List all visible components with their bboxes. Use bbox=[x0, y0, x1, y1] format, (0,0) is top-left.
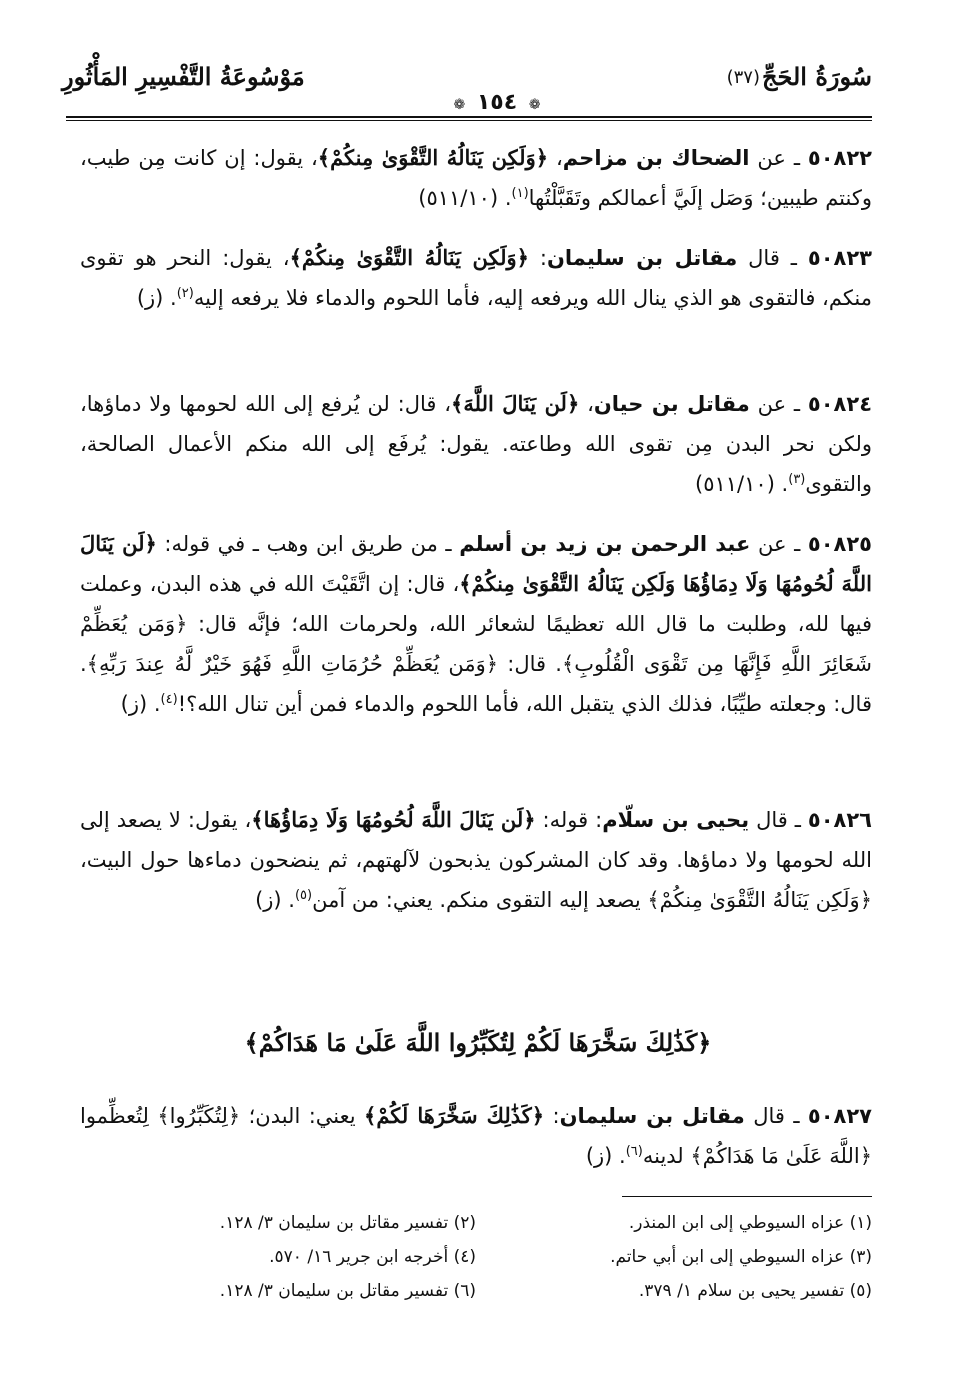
entry-mid: ، bbox=[579, 392, 594, 416]
quran-quote: ﴿وَلَكِن يَنَالُهُ التَّقْوَىٰ مِنكُمْ﴾ bbox=[289, 245, 529, 270]
entry-mid: : قوله: bbox=[535, 808, 603, 832]
footnote-rule bbox=[622, 1196, 872, 1197]
page-header bbox=[62, 62, 872, 115]
surah-number: (٣٧) bbox=[726, 67, 760, 88]
quran-quote: ﴿وَلَكِن يَنَالُهُ التَّقْوَىٰ مِنكُمْ﴾ bbox=[317, 145, 549, 170]
footnote-5: (٥) تفسير يحيى بن سلام ١/ ٣٧٩. bbox=[638, 1281, 872, 1301]
footnote-6: (٦) تفسير مقاتل بن سليمان ٣/ ١٢٨. bbox=[219, 1281, 476, 1301]
quran-quote: ﴿لَن يَنَالَ اللَّهَ﴾ bbox=[451, 391, 580, 416]
narrator-name: مقاتل بن سليمان bbox=[546, 246, 738, 270]
quran-quote: ﴿لَن يَنَالَ اللَّهَ لُحُومُهَا وَلَا دِمَاؤُهَا وَلَكِن يَنَالُهُ التَّقْوَىٰ مِنكُمْ﴾ bbox=[80, 531, 872, 596]
entry-number: ٥٠٨٢٢ bbox=[807, 146, 872, 170]
footnote-ref: (٤) bbox=[160, 692, 178, 707]
entry-intro: ـ قال bbox=[749, 808, 808, 832]
footnote-3: (٣) عزاه السيوطي إلى ابن أبي حاتم. bbox=[610, 1247, 872, 1267]
entry-mid: ـ من طريق ابن وهب ـ في قوله: bbox=[156, 532, 460, 556]
entry-intro: ـ عن bbox=[749, 146, 808, 170]
entry-text: ، قال: لن يُرفع إلى الله لحومها ولا دماؤها، ولكن نحر البدن مِن تقوى الله وطاعته. يقول: يُرفَع إلى الله منكم الأعمال الصالحة، والتقوى bbox=[80, 392, 872, 496]
entry-tail: . (٥١١/١٠) bbox=[418, 186, 512, 210]
book-title: مَوْسُوعَةُ التَّفْسِيرِ المَأْثُورِ bbox=[62, 62, 305, 91]
footnote-ref: (٥) bbox=[294, 888, 313, 903]
footnote-2: (٢) تفسير مقاتل بن سليمان ٣/ ١٢٨. bbox=[219, 1213, 476, 1233]
entry-mid: ، bbox=[548, 146, 563, 170]
ayah-heading: ﴿كَذَٰلِكَ سَخَّرَهَا لَكُمْ لِتُكَبِّرُوا اللَّهَ عَلَىٰ مَا هَدَاكُمْ﴾ bbox=[244, 1028, 712, 1057]
entry-text: ، يقول: لا يصعد إلى الله لحومها ولا دماؤها. وقد كان المشركون يذبحون لآلهتهم، ثم ينضحون دماءها حول البيت، ﴿وَلَكِن يَنَالُهُ التَّقْوَىٰ مِنكُمْ﴾ يصعد إليه التقوى منكم. يعني: من آمن bbox=[80, 808, 872, 912]
narrator-name: مقاتل بن سليمان bbox=[559, 1104, 745, 1128]
footnotes-even bbox=[146, 1206, 476, 1308]
entry-number: ٥٠٨٢٣ bbox=[807, 246, 872, 270]
entry-50822 bbox=[80, 138, 872, 218]
entry-number: ٥٠٨٢٦ bbox=[807, 808, 872, 832]
entry-intro: ـ عن bbox=[749, 392, 808, 416]
entry-text: ، يقول: إن كانت مِن طيب، وكنتم طيبين؛ وَصَل إلَيَّ أعمالكم وتَقَبَّلْتُها bbox=[80, 146, 872, 210]
entry-number: ٥٠٨٢٥ bbox=[807, 532, 872, 556]
entry-50823 bbox=[80, 238, 872, 318]
quran-quote: ﴿لَن يَنَالَ اللَّهَ لُحُومُهَا وَلَا دِمَاؤُهَا﴾ bbox=[251, 807, 536, 832]
entry-tail: . (ز) bbox=[120, 692, 161, 716]
entry-intro: ـ عن bbox=[750, 532, 808, 556]
entry-tail: . (ز) bbox=[255, 888, 295, 912]
narrator-name: يحيى بن سلّام bbox=[602, 808, 750, 832]
header-rule bbox=[66, 116, 872, 118]
footnote-4: (٤) أخرجه ابن جرير ١٦/ ٥٧٠. bbox=[269, 1247, 476, 1267]
narrator-name: مقاتل بن حيان bbox=[593, 392, 750, 416]
footnote-ref: (٣) bbox=[788, 472, 806, 487]
page-number-block bbox=[422, 90, 572, 115]
footnote-1: (١) عزاه السيوطي إلى ابن المنذر. bbox=[628, 1213, 872, 1233]
surah-title: سُورَةُ الحَجِّ bbox=[762, 62, 872, 91]
footnote-ref: (١) bbox=[511, 186, 529, 201]
entry-text: يعني: البدن؛ ﴿لِتُكَبِّرُوا﴾ لِتُعظِّموا ﴿اللَّهَ عَلَىٰ مَا هَدَاكُمْ﴾ لدينه bbox=[80, 1104, 872, 1168]
entry-mid: : bbox=[544, 1104, 560, 1128]
page-number: ١٥٤ bbox=[476, 90, 518, 115]
entry-text: ، قال: إن اتَّقَيْتَ الله في هذه البدن، وعملت فيها لله، وطلبت ما قال الله تعظيمًا لشعائر الله، ولحرمات الله؛ فإنَّه قال: ﴿وَمَن يُعَظِّمْ شَعَائِرَ اللَّهِ فَإِنَّهَا مِن تَقْوَى الْقُلُوبِ﴾. قال: ﴿وَمَن يُعَظِّمْ حُرُمَاتِ اللَّهِ فَهُوَ خَيْرٌ لَّهُ عِندَ رَبِّهِ﴾. قال: وجعلته طيِّبًا، فذلك الذي يتقبل الله، فأما اللحوم والدماء فمن أين تنال الله؟! bbox=[80, 572, 872, 716]
entry-50826 bbox=[80, 800, 872, 920]
entry-intro: ـ قال bbox=[737, 246, 808, 270]
footnote-ref: (٢) bbox=[176, 286, 194, 301]
entry-text: ، يقول: النحر هو تقوى منكم، فالتقوى هو الذي ينال الله ويرفعه إليه، فأما اللحوم والدماء فلا يرفعه إليه bbox=[80, 246, 872, 310]
narrator-name: عبد الرحمن بن زيد بن أسلم bbox=[459, 532, 751, 556]
entry-tail: . (ز) bbox=[136, 286, 177, 310]
entry-mid: : bbox=[528, 246, 547, 270]
entry-intro: ـ قال bbox=[744, 1104, 808, 1128]
footnote-ref: (٦) bbox=[625, 1144, 643, 1159]
entry-50827 bbox=[80, 1096, 872, 1176]
footnotes-odd bbox=[492, 1206, 872, 1308]
entry-50825 bbox=[80, 524, 872, 724]
entry-tail: . (ز) bbox=[585, 1144, 626, 1168]
ornament-icon: ❁ bbox=[528, 97, 541, 113]
header-rule-thin bbox=[66, 120, 872, 121]
quran-quote: ﴿كَذَٰلِكَ سَخَّرَهَا لَكُمْ﴾ bbox=[364, 1103, 545, 1128]
entry-number: ٥٠٨٢٤ bbox=[807, 392, 873, 416]
entry-50824 bbox=[80, 384, 872, 504]
narrator-name: الضحاك بن مزاحم bbox=[562, 146, 750, 170]
ornament-icon: ❁ bbox=[453, 97, 466, 113]
entry-tail: . (٥١١/١٠) bbox=[695, 472, 789, 496]
entry-number: ٥٠٨٢٧ bbox=[807, 1104, 872, 1128]
